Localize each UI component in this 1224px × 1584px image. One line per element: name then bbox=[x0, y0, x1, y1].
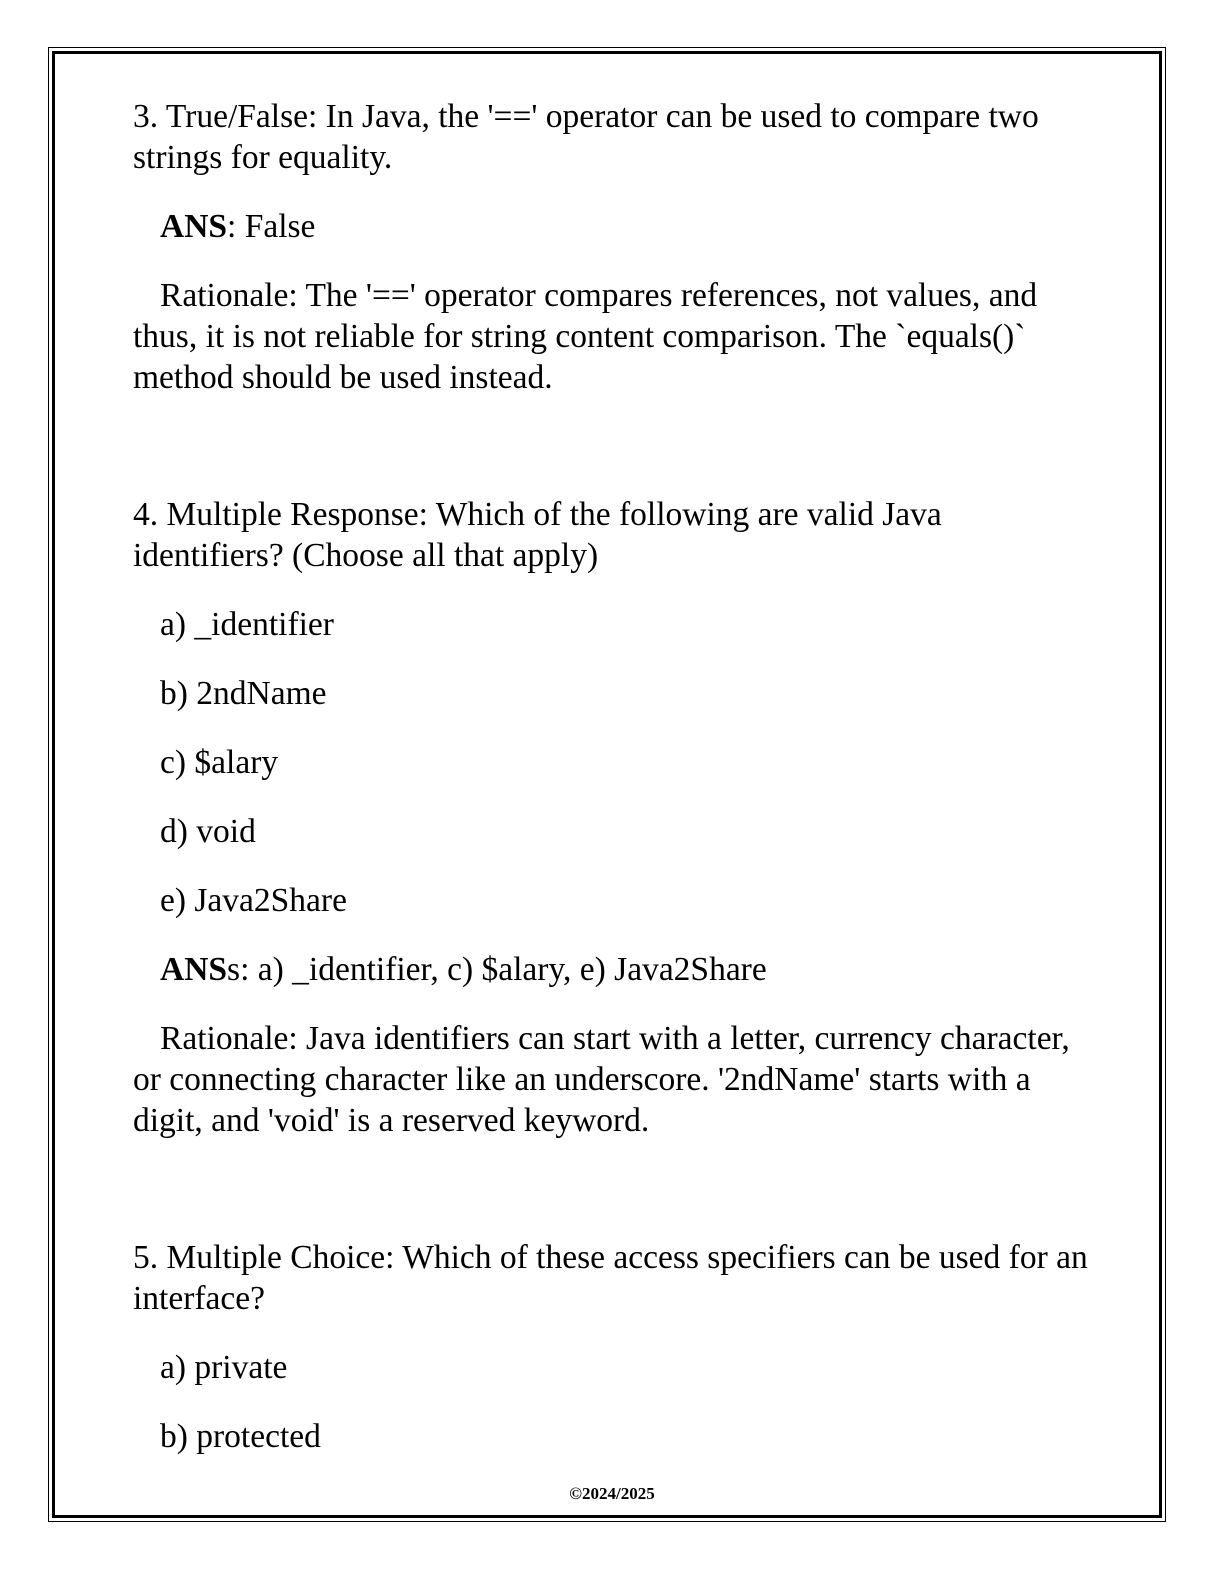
q4-answer-label: ANS bbox=[160, 951, 228, 988]
q5-question: 5. Multiple Choice: Which of these access specifiers can be used for an interface? bbox=[133, 1239, 1088, 1317]
q5-option-b: b) protected bbox=[160, 1418, 321, 1455]
q4-question: 4. Multiple Response: Which of the following are valid Java identifiers? (Choose all that apply) bbox=[133, 496, 942, 574]
q5-option-a: a) private bbox=[160, 1349, 288, 1386]
q4-option-e: e) Java2Share bbox=[160, 882, 347, 919]
q4-rationale: Rationale: Java identifiers can start with a letter, currency character, or connecting character like an underscore. '2ndName' starts with a digit, and 'void' is a reserved keyword. bbox=[133, 1020, 1070, 1139]
q3-answer bbox=[133, 206, 1093, 247]
q4-option-c: c) $alary bbox=[160, 744, 279, 781]
q4-option-b: b) 2ndName bbox=[160, 675, 327, 712]
q3-answer-label: ANS bbox=[160, 208, 228, 245]
q4-answer-text: s: a) _identifier, c) $alary, e) Java2Share bbox=[227, 951, 767, 988]
q4-option-d: d) void bbox=[160, 813, 256, 850]
q4-answer bbox=[133, 949, 1093, 990]
document-body bbox=[133, 96, 1093, 1457]
q4-option-a: a) _identifier bbox=[160, 606, 334, 643]
q3-question: 3. True/False: In Java, the '==' operator can be used to compare two strings for equality. bbox=[133, 98, 1039, 176]
q3-rationale: Rationale: The '==' operator compares references, not values, and thus, it is not reliable for string content comparison. The `equals()` method should be used instead. bbox=[133, 277, 1038, 396]
q3-answer-text: : False bbox=[227, 208, 316, 245]
copyright-footer: ©2024/2025 bbox=[569, 1484, 655, 1503]
